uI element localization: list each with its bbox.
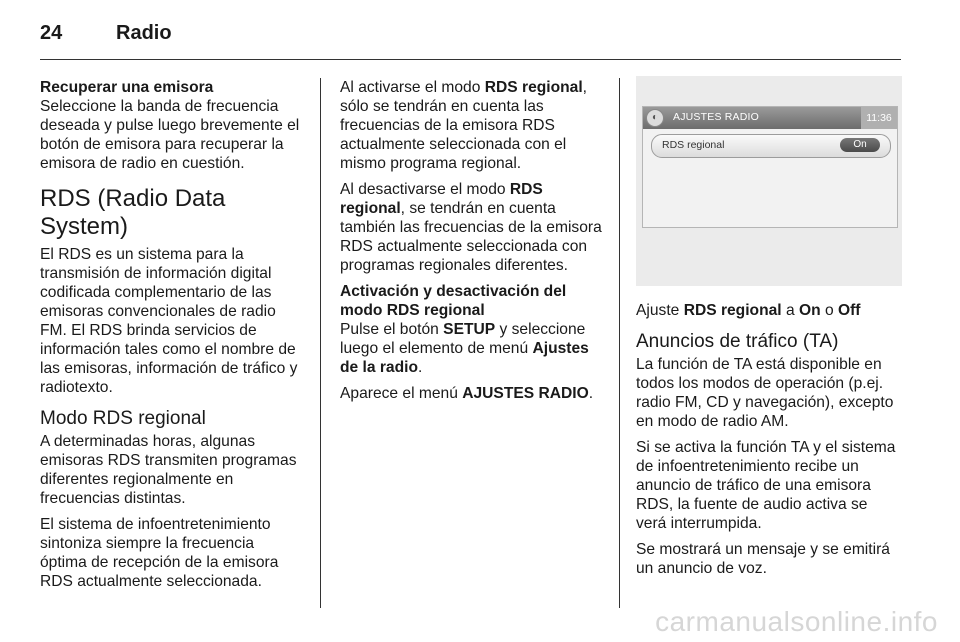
watermark: carmanualsonline.info [655,606,938,637]
screen-figure [636,76,902,286]
page-header [40,16,900,56]
column-3 [636,330,902,585]
paragraph-menu: Aparece el menú AJUSTES RADIO. [340,385,594,402]
brand-logo-icon: ◐ [646,109,664,127]
figure-caption: Ajuste RDS regional a On o Off [636,302,861,319]
column-2 [340,78,604,410]
section-title: Radio [116,22,172,44]
column-divider-2 [619,78,620,608]
paragraph-modo-1: A determinadas horas, algunas emisoras RDS transmiten programas diferentes regionalmente en frecuencias distintas. [40,433,297,507]
paragraph-activar: Al activarse el modo RDS regional, sólo se tendrán en cuenta las frecuencias de la emisora RDS actualmente seleccionada con el mismo programa regional. [340,79,588,172]
rds-regional-label: RDS regional [662,139,725,151]
header-divider [40,59,901,60]
paragraph-ta-2: Si se activa la función TA y el sistema de infoentretenimiento recibe un anuncio de tráfico de una emisora RDS, la fuente de audio activa se verá interrumpida. [636,439,896,532]
rds-regional-row[interactable] [651,134,891,158]
subheading-activacion: Activación y desactivación del modo RDS regional [340,283,567,319]
paragraph-recuperar: Seleccione la banda de frecuencia deseada y pulse luego brevemente el botón de emisora para recuperar la emisora de radio en cuestión. [40,98,300,172]
rds-regional-toggle[interactable]: On [840,138,880,152]
column-divider-1 [320,78,321,608]
heading-rds: RDS (Radio Data System) [40,185,226,240]
radio-screen [642,106,898,228]
page-number: 24 [40,22,63,44]
heading-ta: Anuncios de tráfico (TA) [636,331,839,352]
paragraph-rds: El RDS es un sistema para la transmisión de información digital codificada complementario de las emisoras convencionales de radio FM. El RDS brinda servicios de información tales como el nombre de las emisoras, información de tráfico y radiotexto. [40,246,298,396]
heading-modo-rds: Modo RDS regional [40,408,206,429]
paragraph-ta-1: La función de TA está disponible en todos los modos de operación (p.ej. radio FM, CD y navegación), excepto en modo de radio AM. [636,356,894,430]
subheading-recuperar: Recuperar una emisora [40,79,214,96]
screen-title-bar [643,107,897,129]
column-1 [40,78,304,598]
screen-clock: 11:36 [861,107,897,129]
paragraph-desactivar: Al desactivarse el modo RDS regional, se tendrán en cuenta también las frecuencias de la emisora RDS actualmente seleccionada con programas regionales diferentes. [340,181,602,274]
paragraph-modo-2: El sistema de infoentretenimiento sintoniza siempre la frecuencia óptima de recepción de la emisora RDS actualmente seleccionada. [40,516,279,590]
paragraph-setup: Pulse el botón SETUP y seleccione luego el elemento de menú Ajustes de la radio. [340,321,589,376]
screen-title: AJUSTES RADIO [673,111,760,123]
paragraph-ta-3: Se mostrará un mensaje y se emitirá un anuncio de voz. [636,541,890,577]
